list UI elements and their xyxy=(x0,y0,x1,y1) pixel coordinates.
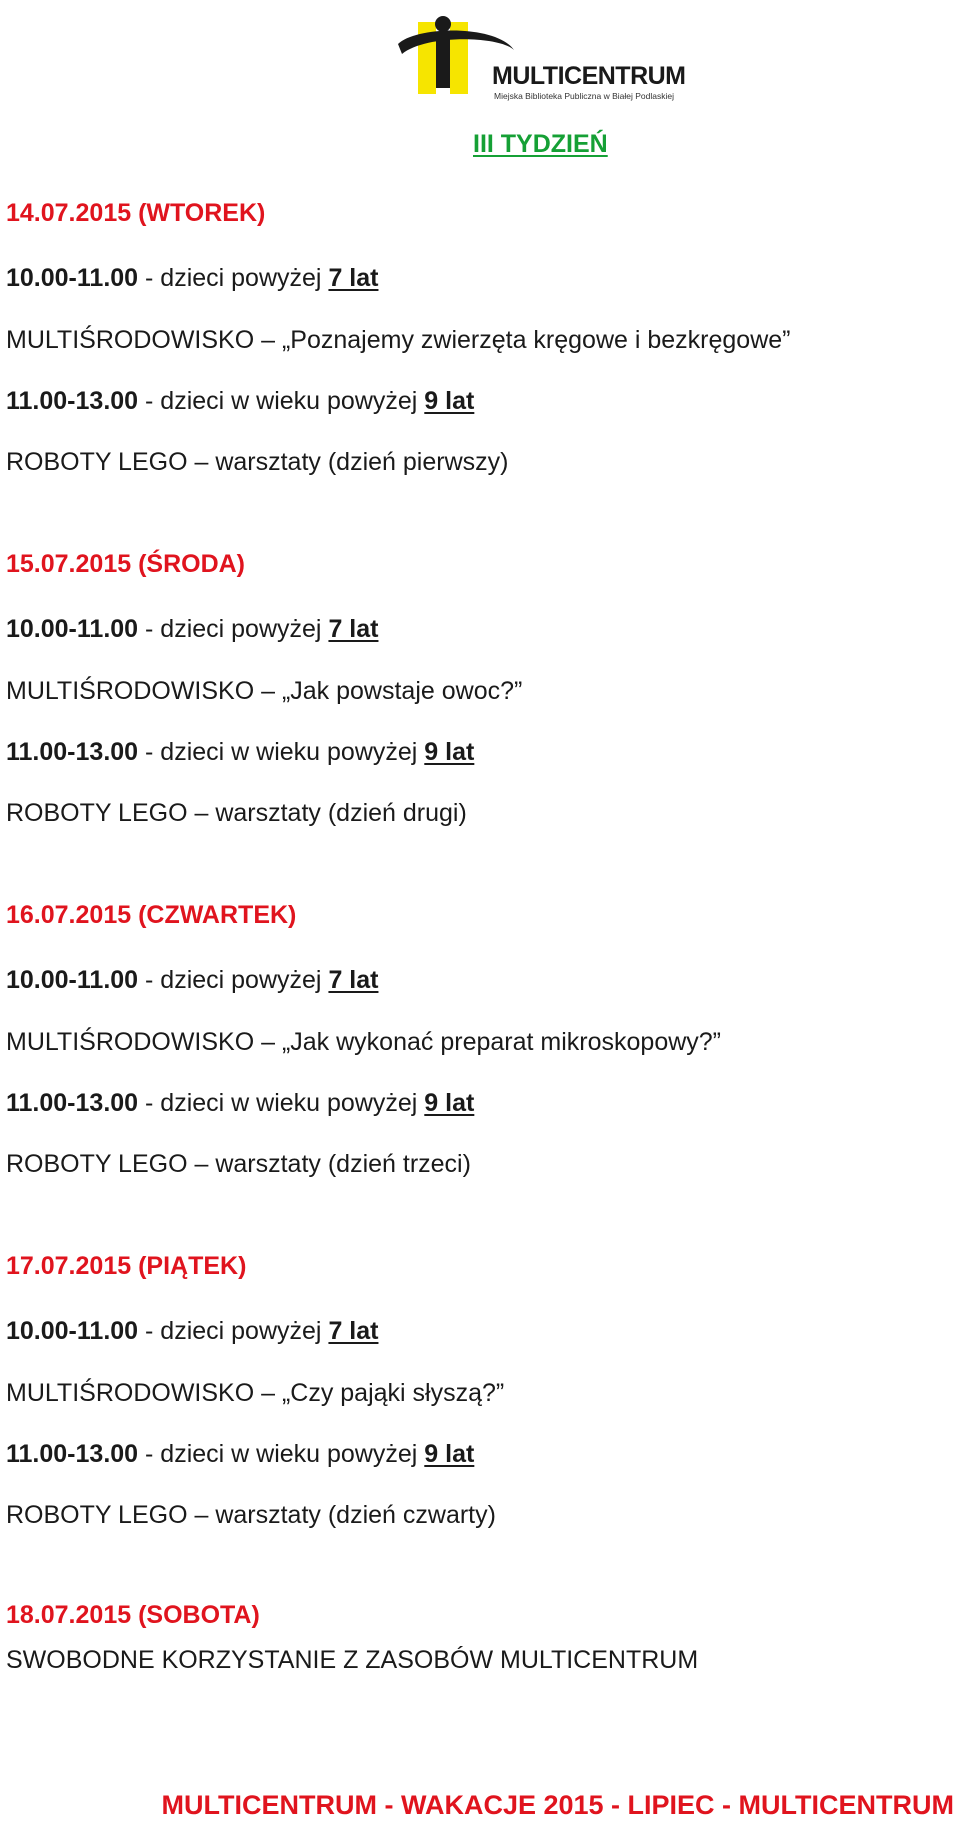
session-time: 11.00-13.00 xyxy=(6,387,139,415)
session-age: 9 lat xyxy=(424,387,475,415)
session-time: 11.00-13.00 xyxy=(6,1440,139,1468)
day-date: 17.07.2015 (PIĄTEK) xyxy=(6,1252,247,1280)
session-age: 9 lat xyxy=(424,1440,475,1468)
session-age: 9 lat xyxy=(424,738,475,766)
session-time-row xyxy=(6,385,474,417)
session-time: 10.00-11.00 xyxy=(6,1317,139,1345)
session-age: 7 lat xyxy=(328,966,379,994)
logo-name: MULTICENTRUM xyxy=(492,62,686,90)
session-time-row xyxy=(6,262,378,294)
session-age: 7 lat xyxy=(328,615,379,643)
session-audience: - dzieci w wieku powyżej xyxy=(138,1440,425,1468)
day-date: 18.07.2015 (SOBOTA) xyxy=(6,1601,260,1629)
session-time: 11.00-13.00 xyxy=(6,1089,139,1117)
session-time: 10.00-11.00 xyxy=(6,966,139,994)
day-date: 16.07.2015 (CZWARTEK) xyxy=(6,901,297,929)
session-activity: MULTIŚRODOWISKO – „Poznajemy zwierzęta kręgowe i bezkręgowe” xyxy=(6,326,791,354)
session-time-row xyxy=(6,964,378,996)
logo-subtitle: Miejska Biblioteka Publiczna w Białej Podlaskiej xyxy=(494,91,675,101)
session-age: 7 lat xyxy=(328,1317,379,1345)
session-audience: - dzieci powyżej xyxy=(138,1317,329,1345)
week-title: III TYDZIEŃ xyxy=(473,130,608,158)
session-time-row xyxy=(6,613,378,645)
footer-banner: MULTICENTRUM - WAKACJE 2015 - LIPIEC - MULTICENTRUM xyxy=(161,1790,954,1820)
session-audience: - dzieci powyżej xyxy=(138,615,329,643)
day-date: 14.07.2015 (WTOREK) xyxy=(6,199,266,227)
session-time-row xyxy=(6,1438,474,1470)
day-note: SWOBODNE KORZYSTANIE Z ZASOBÓW MULTICENTRUM xyxy=(6,1646,699,1674)
session-time: 10.00-11.00 xyxy=(6,615,139,643)
session-audience: - dzieci powyżej xyxy=(138,264,329,292)
session-activity: ROBOTY LEGO – warsztaty (dzień trzeci) xyxy=(6,1150,471,1178)
multicentrum-logo xyxy=(396,14,696,104)
session-activity: MULTIŚRODOWISKO – „Jak powstaje owoc?” xyxy=(6,677,523,705)
session-activity: ROBOTY LEGO – warsztaty (dzień drugi) xyxy=(6,799,467,827)
session-time: 11.00-13.00 xyxy=(6,738,139,766)
session-age: 9 lat xyxy=(424,1089,475,1117)
session-activity: ROBOTY LEGO – warsztaty (dzień czwarty) xyxy=(6,1501,496,1529)
session-audience: - dzieci w wieku powyżej xyxy=(138,1089,425,1117)
session-time-row xyxy=(6,736,474,768)
session-audience: - dzieci w wieku powyżej xyxy=(138,738,425,766)
session-activity: MULTIŚRODOWISKO – „Czy pająki słyszą?” xyxy=(6,1379,505,1407)
session-audience: - dzieci powyżej xyxy=(138,966,329,994)
session-audience: - dzieci w wieku powyżej xyxy=(138,387,425,415)
session-activity: ROBOTY LEGO – warsztaty (dzień pierwszy) xyxy=(6,448,509,476)
session-time-row xyxy=(6,1315,378,1347)
session-time-row xyxy=(6,1087,474,1119)
session-age: 7 lat xyxy=(328,264,379,292)
session-time: 10.00-11.00 xyxy=(6,264,139,292)
session-activity: MULTIŚRODOWISKO – „Jak wykonać preparat mikroskopowy?” xyxy=(6,1028,722,1056)
day-date: 15.07.2015 (ŚRODA) xyxy=(6,550,246,578)
